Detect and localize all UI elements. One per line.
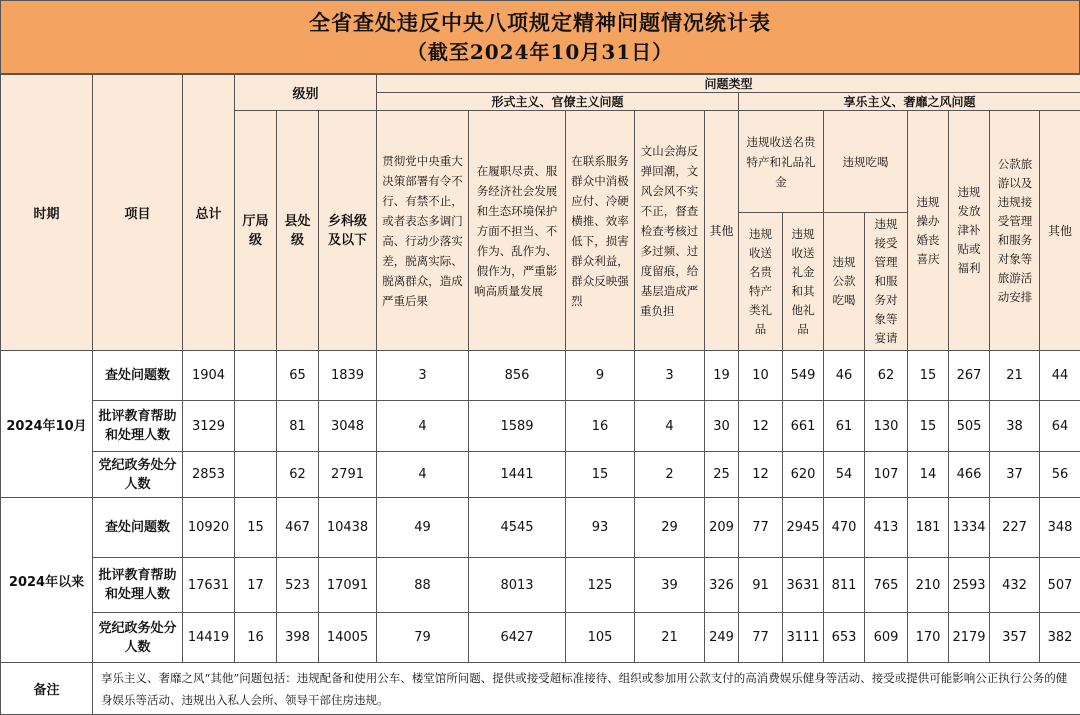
cell-gift1: 91 (739, 558, 783, 613)
table-title-bar (0, 0, 1080, 74)
row-label: 党纪政务处分人数 (93, 613, 183, 663)
header-level-ting: 厅局级 (235, 111, 277, 351)
cell-f3: 9 (566, 351, 635, 401)
cell-xian: 62 (277, 452, 319, 498)
cell-subsidy: 2593 (949, 558, 990, 613)
cell-ting (235, 401, 277, 452)
header-eat-1: 违规公款吃喝 (824, 213, 865, 351)
cell-f1: 3 (377, 351, 469, 401)
cell-gift1: 10 (739, 351, 783, 401)
cell-travel: 21 (990, 351, 1040, 401)
cell-xian: 398 (277, 613, 319, 663)
header-subsidy: 违规发放津补贴或福利 (949, 111, 990, 351)
cell-travel: 37 (990, 452, 1040, 498)
cell-h-other: 348 (1040, 498, 1080, 558)
cell-total: 3129 (183, 401, 235, 452)
cell-h-other: 64 (1040, 401, 1080, 452)
header-gift-2: 违规收送礼金和其他礼品 (783, 213, 824, 351)
cell-f4: 3 (635, 351, 705, 401)
cell-xiang: 1839 (319, 351, 377, 401)
table-row (1, 558, 1080, 613)
cell-travel: 432 (990, 558, 1040, 613)
period-cell: 2024年以来 (1, 498, 93, 663)
cell-eat1: 470 (824, 498, 865, 558)
header-formalism-4: 文山会海反弹回潮，文风会风不实不正，督查检查考核过多过频、过度留痕，给基层造成严重负担 (635, 111, 705, 351)
cell-eat1: 653 (824, 613, 865, 663)
table-row (1, 613, 1080, 663)
cell-ting: 16 (235, 613, 277, 663)
cell-xiang: 17091 (319, 558, 377, 613)
cell-f4: 39 (635, 558, 705, 613)
header-period: 时期 (1, 75, 93, 351)
cell-xiang: 14005 (319, 613, 377, 663)
header-level-group: 级别 (235, 75, 377, 111)
cell-f3: 105 (566, 613, 635, 663)
cell-f3: 125 (566, 558, 635, 613)
cell-xian: 81 (277, 401, 319, 452)
cell-f-other: 249 (705, 613, 739, 663)
cell-xiang: 2791 (319, 452, 377, 498)
header-formalism-1: 贯彻党中央重大决策部署有令不行、有禁不止，或者表态多调门高、行动少落实差，脱离实际、脱离群众，造成严重后果 (377, 111, 469, 351)
row-label: 查处问题数 (93, 351, 183, 401)
table-row (1, 401, 1080, 452)
table-title: 全省查处违反中央八项规定精神问题情况统计表 (309, 8, 771, 38)
cell-f1: 88 (377, 558, 469, 613)
cell-f-other: 25 (705, 452, 739, 498)
cell-total: 10920 (183, 498, 235, 558)
cell-xian: 467 (277, 498, 319, 558)
note-text: 享乐主义、奢靡之风“其他”问题包括：违规配备和使用公车、楼堂馆所问题、提供或接受超标准接待、组织或参加用公款支付的高消费娱乐健身等活动、接受或提供可能影响公正执行公务的健身娱乐等活动、违规出入私人会所、领导干部住房违规。 (93, 663, 1080, 715)
row-label: 批评教育帮助和处理人数 (93, 558, 183, 613)
cell-xiang: 3048 (319, 401, 377, 452)
header-formalism-3: 在联系服务群众中消极应付、冷硬横推、效率低下，损害群众利益，群众反映强烈 (566, 111, 635, 351)
cell-gift2: 661 (783, 401, 824, 452)
note-label: 备注 (1, 663, 93, 715)
cell-ting: 17 (235, 558, 277, 613)
cell-eat2: 765 (865, 558, 908, 613)
cell-travel: 38 (990, 401, 1040, 452)
header-level-xiang: 乡科级及以下 (319, 111, 377, 351)
cell-total: 14419 (183, 613, 235, 663)
header-eat-group: 违规吃喝 (824, 111, 908, 213)
cell-gift1: 77 (739, 613, 783, 663)
cell-f3: 16 (566, 401, 635, 452)
cell-subsidy: 1334 (949, 498, 990, 558)
cell-f4: 21 (635, 613, 705, 663)
header-formalism-group: 形式主义、官僚主义问题 (377, 93, 739, 111)
cell-eat1: 811 (824, 558, 865, 613)
cell-f4: 29 (635, 498, 705, 558)
cell-f2: 856 (469, 351, 566, 401)
cell-h-other: 44 (1040, 351, 1080, 401)
cell-f1: 4 (377, 401, 469, 452)
cell-total: 2853 (183, 452, 235, 498)
cell-wedding: 14 (908, 452, 949, 498)
cell-xian: 65 (277, 351, 319, 401)
cell-eat2: 130 (865, 401, 908, 452)
cell-eat2: 62 (865, 351, 908, 401)
header-level-xian: 县处级 (277, 111, 319, 351)
cell-total: 17631 (183, 558, 235, 613)
cell-eat2: 107 (865, 452, 908, 498)
cell-total: 1904 (183, 351, 235, 401)
cell-h-other: 382 (1040, 613, 1080, 663)
header-formalism-2: 在履职尽责、服务经济社会发展和生态环境保护方面不担当、不作为、乱作为、假作为，严重影响高质量发展 (469, 111, 566, 351)
cell-eat2: 413 (865, 498, 908, 558)
cell-h-other: 56 (1040, 452, 1080, 498)
cell-ting (235, 452, 277, 498)
cell-gift1: 12 (739, 401, 783, 452)
cell-f2: 4545 (469, 498, 566, 558)
table-row (1, 498, 1080, 558)
header-hedonism-group: 享乐主义、奢靡之风问题 (739, 93, 1080, 111)
cell-subsidy: 505 (949, 401, 990, 452)
cell-xiang: 10438 (319, 498, 377, 558)
cell-f4: 4 (635, 401, 705, 452)
cell-travel: 357 (990, 613, 1040, 663)
cell-f-other: 19 (705, 351, 739, 401)
cell-wedding: 170 (908, 613, 949, 663)
table-row (1, 351, 1080, 401)
row-label: 批评教育帮助和处理人数 (93, 401, 183, 452)
cell-f1: 79 (377, 613, 469, 663)
cell-eat1: 61 (824, 401, 865, 452)
cell-gift2: 2945 (783, 498, 824, 558)
header-total: 总计 (183, 75, 235, 351)
cell-xian: 523 (277, 558, 319, 613)
cell-subsidy: 267 (949, 351, 990, 401)
cell-gift1: 77 (739, 498, 783, 558)
cell-f2: 1589 (469, 401, 566, 452)
cell-f1: 4 (377, 452, 469, 498)
header-wedding: 违规操办婚丧喜庆 (908, 111, 949, 351)
header-gift-group: 违规收送名贵特产和礼品礼金 (739, 111, 824, 213)
cell-travel: 227 (990, 498, 1040, 558)
header-hedonism-other: 其他 (1040, 111, 1080, 351)
cell-f3: 15 (566, 452, 635, 498)
cell-subsidy: 2179 (949, 613, 990, 663)
cell-f4: 2 (635, 452, 705, 498)
cell-f3: 93 (566, 498, 635, 558)
cell-f2: 8013 (469, 558, 566, 613)
cell-eat1: 54 (824, 452, 865, 498)
table-row (1, 452, 1080, 498)
cell-gift2: 620 (783, 452, 824, 498)
cell-gift1: 12 (739, 452, 783, 498)
table-subtitle-date: （截至2024年10月31日） (407, 38, 673, 66)
cell-h-other: 507 (1040, 558, 1080, 613)
cell-f2: 6427 (469, 613, 566, 663)
cell-wedding: 15 (908, 401, 949, 452)
cell-gift2: 3111 (783, 613, 824, 663)
header-problem-type: 问题类型 (377, 75, 1080, 93)
cell-gift2: 549 (783, 351, 824, 401)
cell-wedding: 15 (908, 351, 949, 401)
cell-subsidy: 466 (949, 452, 990, 498)
header-gift-1: 违规收送名贵特产类礼品 (739, 213, 783, 351)
cell-f1: 49 (377, 498, 469, 558)
header-item: 项目 (93, 75, 183, 351)
header-eat-2: 违规接受管理和服务对象等宴请 (865, 213, 908, 351)
cell-f2: 1441 (469, 452, 566, 498)
note-row (1, 663, 1080, 715)
cell-f-other: 209 (705, 498, 739, 558)
header-travel: 公款旅游以及违规接受管理和服务对象等旅游活动安排 (990, 111, 1040, 351)
period-cell: 2024年10月 (1, 351, 93, 498)
cell-eat2: 609 (865, 613, 908, 663)
cell-ting (235, 351, 277, 401)
cell-ting: 15 (235, 498, 277, 558)
row-label: 党纪政务处分人数 (93, 452, 183, 498)
cell-eat1: 46 (824, 351, 865, 401)
statistics-table (0, 74, 1080, 715)
cell-wedding: 210 (908, 558, 949, 613)
row-label: 查处问题数 (93, 498, 183, 558)
cell-f-other: 30 (705, 401, 739, 452)
header-formalism-other: 其他 (705, 111, 739, 351)
cell-wedding: 181 (908, 498, 949, 558)
cell-f-other: 326 (705, 558, 739, 613)
cell-gift2: 3631 (783, 558, 824, 613)
